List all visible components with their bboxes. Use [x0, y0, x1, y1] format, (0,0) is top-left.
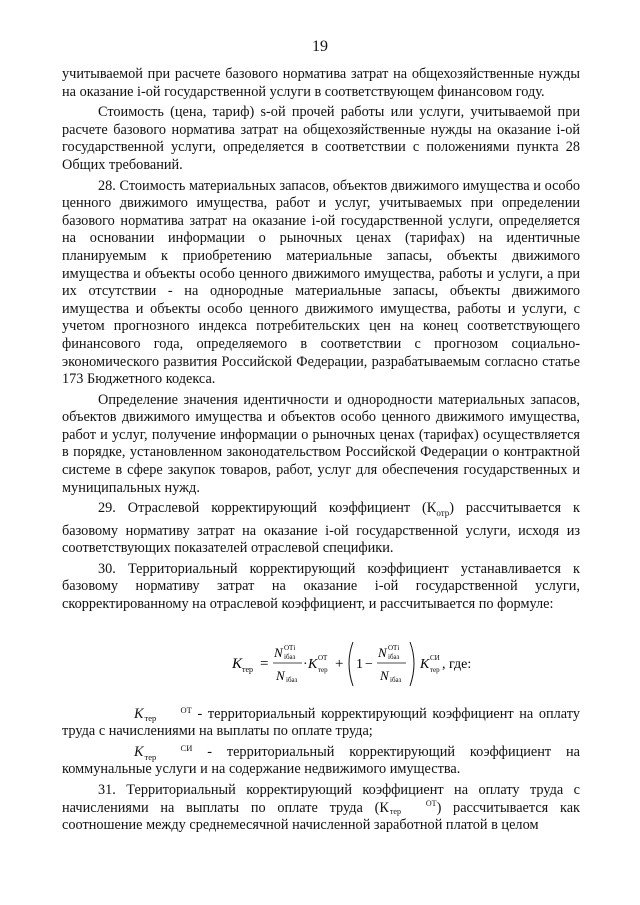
definition-k-ot: [62, 706, 580, 741]
formula-d2: N: [380, 667, 389, 683]
formula-k3: K: [420, 656, 430, 672]
p29-text-b: ) рассчитывается к базовому нормативу затрат на оказание i-ой государственной услуги, исходя из соответствующих показателей отраслевой специфики.: [62, 500, 580, 557]
formula-n1-sup: ОТi: [284, 643, 296, 652]
formula-k-sub: тер: [242, 664, 254, 674]
paragraph-30: 30. Территориальный корректирующий коэффициент устанавливается к базовому нормативу затрат на оказание i-ой государственной услуги, скорректированному на отраслевой коэффициент, и рассчитывается по формуле:: [62, 560, 580, 613]
formula-n1-sub: iбаз: [284, 652, 296, 661]
formula-minus: −: [365, 656, 373, 672]
formula-k2-sub: тер: [318, 665, 328, 674]
formula-left-paren: [349, 642, 353, 686]
paragraph-29: [62, 500, 580, 558]
formula-equals: =: [260, 655, 269, 672]
paragraph-31: [62, 782, 580, 835]
symbol-k-ot: K ОТ тер: [134, 704, 192, 724]
p31-symbol-scripts: ОТ тер: [389, 799, 437, 817]
formula-one: 1: [356, 656, 363, 672]
formula-svg: [232, 628, 492, 698]
page-number: 19: [312, 38, 328, 55]
p29-subscript: отр: [436, 508, 450, 519]
formula-k3-sub: тер: [430, 665, 440, 674]
definition-k-si: [62, 744, 580, 779]
formula-n2-sup: ОТi: [388, 643, 400, 652]
formula-d1-sub: iбаз: [286, 675, 298, 684]
formula-plus: +: [335, 655, 344, 672]
p31-text-b: ) рассчитывается как соотношение между среднемесячной начисленной заработной платой в целом: [62, 799, 581, 834]
paragraph-identity-definition: Определение значения идентичности и однородности материальных запасов, объектов движимого имущества и объектов особо ценного движимого имущества, работ и услуг, получение информации о рыночных ценах (тарифах) осуществляется в порядке, установленном законодательством Российской Федерации о контрактной системе в сфере закупок товаров, работ, услуг для обеспечения государственных и муниципальных нужд.: [62, 391, 580, 496]
formula-k3-sup: СИ: [430, 653, 440, 662]
paragraph-28: 28. Стоимость материальных запасов, объектов движимого имущества и особо ценного движимого имущества, работ и услуг, учитываемых при определении базового норматива затрат на оказание i-ой государственной услуги, определяется на основании информации о рыночных ценах (тарифах) на идентичные планируемым к приобретению материальные запасы, объекты движимого имущества и объекты особо ценного движимого имущества, работы и услуги, а при их отсутствии - на однородные материальные запасы, объекты движимого имущества и объекты особо ценного движимого имущества, работы и услуги, с учетом прогнозного индекса потребительских цен на конец соответствующего финансового года, определяемого в соответствии с прогнозом социально-экономического развития Российской Федерации, разрабатываемым согласно статье 173 Бюджетного кодекса.: [62, 177, 580, 388]
paragraph-cost-other-work: Стоимость (цена, тариф) s-ой прочей работы или услуги, учитываемой при расчете базового норматива затрат на общехозяйственные нужды на оказание i-ой государственной услуги, определяется в соответствии с положениями пункта 28 Общих требований.: [62, 104, 580, 173]
formula-k2-sup: ОТ: [318, 653, 328, 662]
formula-k2: K: [308, 656, 318, 672]
formula-dot-1: ·: [303, 656, 308, 672]
territorial-coefficient-formula: [62, 628, 580, 698]
formula-n1: N: [274, 644, 283, 660]
document-body: [62, 66, 580, 838]
formula-d1: N: [276, 667, 285, 683]
p31-text-a: 31. Территориальный корректирующий коэффициент на оплату труда с начислениями на выплаты по оплате труда (К: [62, 782, 580, 816]
p29-text-a: 29. Отраслевой корректирующий коэффициент (К: [98, 500, 437, 517]
formula-n2-sub: iбаз: [388, 652, 400, 661]
formula-d2-sub: iбаз: [390, 675, 402, 684]
paragraph-continuation: учитываемой при расчете базового норматива затрат на общехозяйственные нужды на оказание i-ой государственной услуги в соответствующем финансовом году.: [62, 66, 580, 100]
symbol-k-si: K СИ тер: [134, 743, 193, 762]
definition-k-si-text: - территориальный корректирующий коэффициент на коммунальные услуги и на содержание недвижимого имущества.: [62, 743, 580, 778]
formula-k: K: [232, 655, 243, 672]
formula-n2: N: [378, 644, 387, 660]
definition-k-ot-text: - территориальный корректирующий коэффициент на оплату труда с начислениями на выплаты по оплате труда;: [62, 705, 580, 740]
formula-right-paren: [410, 642, 414, 686]
formula-tail: , где:: [442, 656, 472, 672]
